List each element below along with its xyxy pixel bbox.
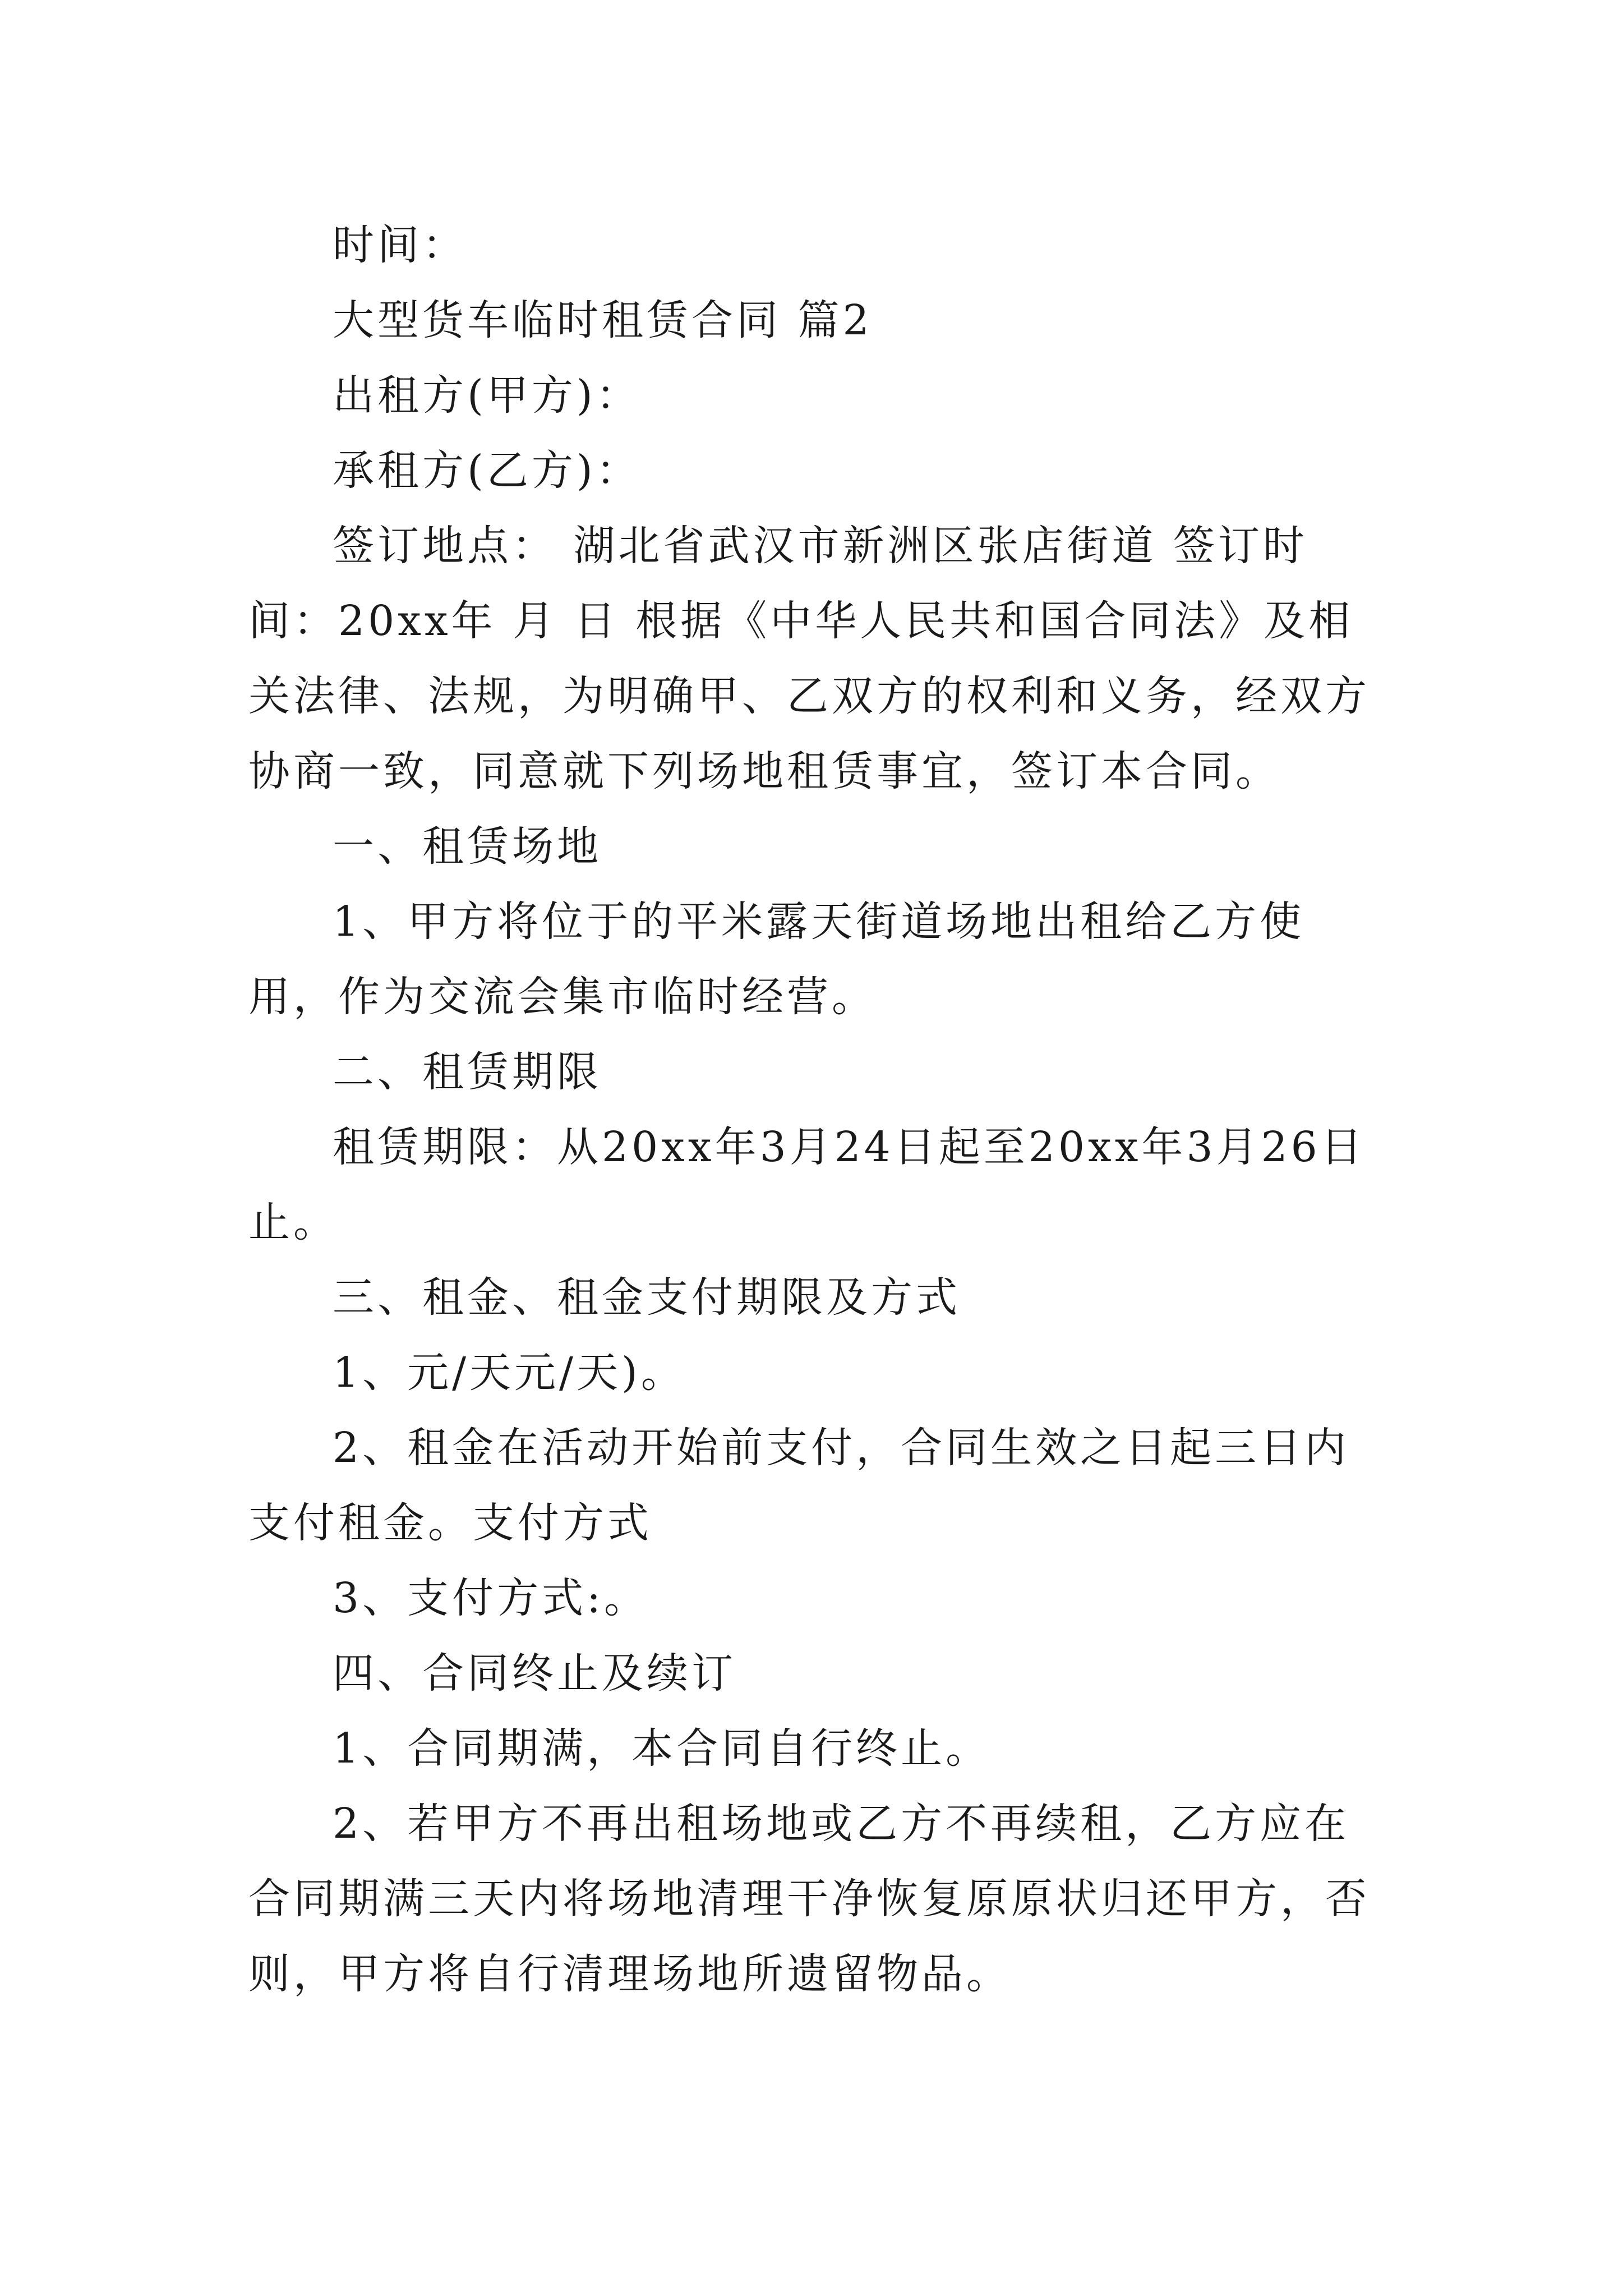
- paragraph-clause-3-3: 3、支付方式:。: [333, 1574, 649, 1622]
- paragraph-lessor: 出租方(甲方)：: [333, 371, 641, 420]
- section-heading-4: 四、合同终止及续订: [333, 1649, 736, 1697]
- paragraph-clause-4-1: 1、合同期满，本合同自行终止。: [333, 1724, 991, 1773]
- section-heading-2: 二、租赁期限: [333, 1048, 602, 1096]
- document-body: [248, 208, 1387, 2012]
- paragraph-clause-3-1: 1、元/天元/天)。: [333, 1349, 686, 1397]
- paragraph-clause-3-2: 2、租金在活动开始前支付，合同生效之日起三日内支付租金。支付方式: [248, 1424, 1350, 1547]
- paragraph-clause-1-1: 1、甲方将位于的平米露天街道场地出租给乙方使用，作为交流会集市临时经营。: [248, 898, 1305, 1021]
- paragraph-lessee: 承租方(乙方)：: [333, 447, 641, 495]
- section-heading-3: 三、租金、租金支付期限及方式: [333, 1273, 961, 1322]
- paragraph-signing-info: 签订地点： 湖北省武汉市新洲区张店街道 签订时间：20xx年 月 日 根据《中华人民共和国合同法》及相关法律、法规，为明确甲、乙双方的权利和义务，经双方协商一致，同意就下列场地租赁事宜，签订本合同。: [248, 522, 1370, 795]
- paragraph-clause-4-2: 2、若甲方不再出租场地或乙方不再续租，乙方应在合同期满三天内将场地清理干净恢复原原状归还甲方，否则，甲方将自行清理场地所遗留物品。: [248, 1800, 1370, 1998]
- paragraph-time: 时间：: [333, 221, 467, 269]
- paragraph-lease-term: 租赁期限：从20xx年3月24日起至20xx年3月26日止。: [248, 1123, 1366, 1246]
- section-heading-1: 一、租赁场地: [333, 822, 602, 871]
- paragraph-contract-title: 大型货车临时租赁合同 篇2: [333, 296, 873, 344]
